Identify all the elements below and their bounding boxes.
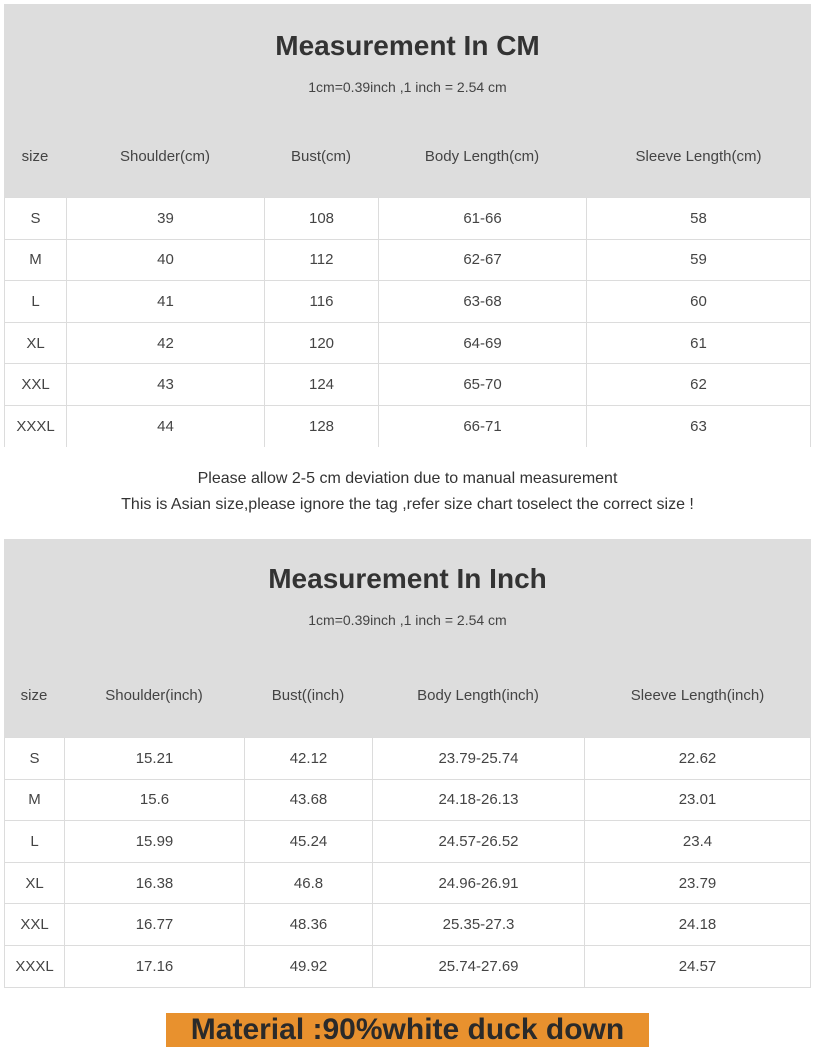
material-banner: Material :90%white duck down — [166, 1013, 649, 1047]
cm-cell-bust: 128 — [265, 405, 379, 447]
inch-subtitle: 1cm=0.39inch ,1 inch = 2.54 cm — [308, 612, 507, 628]
cm-table-row — [5, 322, 811, 364]
cm-cell-bust: 124 — [265, 364, 379, 406]
cm-table-row — [5, 405, 811, 447]
cm-cell-shoulder: 39 — [67, 198, 265, 240]
inch-cell-shoulder: 15.99 — [65, 821, 245, 863]
inch-cell-body-length: 23.79-25.74 — [373, 738, 585, 780]
cm-cell-size: XL — [5, 322, 67, 364]
inch-cell-bust: 42.12 — [245, 738, 373, 780]
inch-cell-size: XXL — [5, 904, 65, 946]
inch-cell-shoulder: 16.38 — [65, 862, 245, 904]
cm-col-body-length: Body Length(cm) — [424, 148, 540, 165]
cm-cell-shoulder: 43 — [67, 364, 265, 406]
cm-cell-size: L — [5, 281, 67, 323]
inch-cell-body-length: 24.96-26.91 — [373, 862, 585, 904]
inch-cell-size: XXXL — [5, 945, 65, 987]
cm-cell-size: M — [5, 239, 67, 281]
cm-table-row — [5, 198, 811, 240]
inch-cell-body-length: 24.18-26.13 — [373, 779, 585, 821]
inch-col-size: size — [20, 687, 48, 704]
cm-table-row — [5, 364, 811, 406]
cm-cell-body-length: 64-69 — [379, 322, 587, 364]
inch-cell-body-length: 25.35-27.3 — [373, 904, 585, 946]
cm-cell-bust: 108 — [265, 198, 379, 240]
inch-table-row — [5, 904, 811, 946]
cm-cell-body-length: 63-68 — [379, 281, 587, 323]
inch-cell-bust: 45.24 — [245, 821, 373, 863]
cm-col-shoulder: Shoulder(cm) — [119, 148, 211, 165]
cm-cell-shoulder: 42 — [67, 322, 265, 364]
inch-table-row — [5, 821, 811, 863]
cm-table-row — [5, 281, 811, 323]
cm-header-panel — [4, 4, 811, 197]
inch-cell-sleeve-length: 24.57 — [585, 945, 811, 987]
cm-title: Measurement In CM — [275, 30, 540, 61]
inch-cell-shoulder: 15.6 — [65, 779, 245, 821]
inch-cell-bust: 43.68 — [245, 779, 373, 821]
cm-cell-body-length: 65-70 — [379, 364, 587, 406]
cm-cell-shoulder: 41 — [67, 281, 265, 323]
cm-col-sleeve-length: Sleeve Length(cm) — [635, 148, 762, 165]
inch-col-shoulder: Shoulder(inch) — [105, 687, 203, 704]
inch-cell-bust: 49.92 — [245, 945, 373, 987]
note-deviation: Please allow 2-5 cm deviation due to manual measurement — [197, 470, 618, 487]
cm-cell-body-length: 66-71 — [379, 405, 587, 447]
cm-cell-shoulder: 40 — [67, 239, 265, 281]
notes-panel — [4, 447, 811, 539]
inch-cell-bust: 46.8 — [245, 862, 373, 904]
cm-cell-sleeve-length: 61 — [587, 322, 811, 364]
inch-cell-sleeve-length: 23.01 — [585, 779, 811, 821]
inch-cell-size: S — [5, 738, 65, 780]
inch-cell-bust: 48.36 — [245, 904, 373, 946]
cm-cell-bust: 116 — [265, 281, 379, 323]
cm-cell-sleeve-length: 60 — [587, 281, 811, 323]
inch-cell-sleeve-length: 22.62 — [585, 738, 811, 780]
inch-cell-size: XL — [5, 862, 65, 904]
inch-cell-body-length: 24.57-26.52 — [373, 821, 585, 863]
cm-cell-sleeve-length: 59 — [587, 239, 811, 281]
inch-col-sleeve-length: Sleeve Length(inch) — [630, 687, 765, 704]
cm-subtitle: 1cm=0.39inch ,1 inch = 2.54 cm — [308, 79, 507, 95]
cm-cell-sleeve-length: 62 — [587, 364, 811, 406]
cm-cell-body-length: 61-66 — [379, 198, 587, 240]
inch-table-row — [5, 945, 811, 987]
cm-cell-sleeve-length: 58 — [587, 198, 811, 240]
cm-cell-body-length: 62-67 — [379, 239, 587, 281]
cm-cell-size: XXL — [5, 364, 67, 406]
inch-cell-shoulder: 17.16 — [65, 945, 245, 987]
cm-cell-sleeve-length: 63 — [587, 405, 811, 447]
inch-col-bust: Bust((inch) — [271, 687, 345, 704]
inch-cell-body-length: 25.74-27.69 — [373, 945, 585, 987]
cm-cell-shoulder: 44 — [67, 405, 265, 447]
inch-col-body-length: Body Length(inch) — [417, 687, 539, 704]
cm-col-bust: Bust(cm) — [291, 148, 351, 165]
cm-cell-bust: 120 — [265, 322, 379, 364]
cm-table — [4, 197, 811, 448]
inch-table — [4, 737, 811, 988]
cm-cell-size: S — [5, 198, 67, 240]
inch-cell-sleeve-length: 23.79 — [585, 862, 811, 904]
cm-col-size: size — [21, 148, 49, 165]
note-asian-size: This is Asian size,please ignore the tag ,refer size chart toselect the correct size ! — [121, 496, 694, 513]
inch-cell-shoulder: 16.77 — [65, 904, 245, 946]
cm-cell-bust: 112 — [265, 239, 379, 281]
inch-table-row — [5, 862, 811, 904]
cm-table-row — [5, 239, 811, 281]
inch-title: Measurement In Inch — [268, 563, 547, 594]
inch-cell-size: L — [5, 821, 65, 863]
inch-table-row — [5, 738, 811, 780]
inch-cell-sleeve-length: 24.18 — [585, 904, 811, 946]
cm-cell-size: XXXL — [5, 405, 67, 447]
inch-header-panel — [4, 539, 811, 737]
inch-cell-size: M — [5, 779, 65, 821]
inch-table-row — [5, 779, 811, 821]
inch-cell-shoulder: 15.21 — [65, 738, 245, 780]
inch-cell-sleeve-length: 23.4 — [585, 821, 811, 863]
